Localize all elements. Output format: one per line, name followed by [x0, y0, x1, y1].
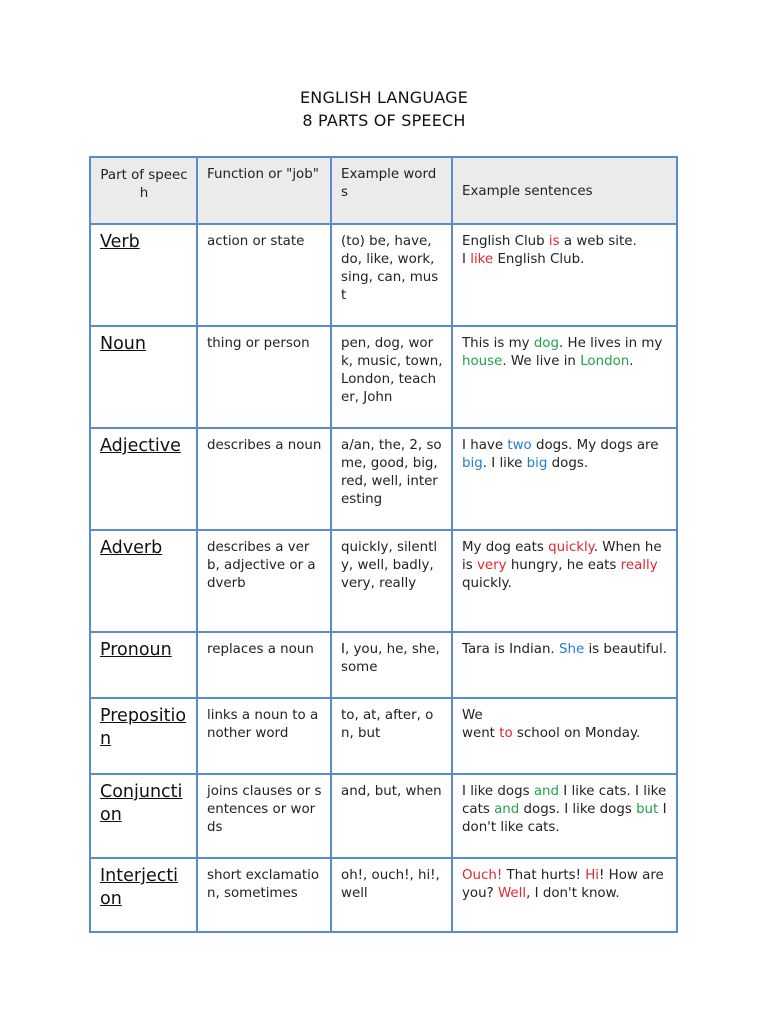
table-row [90, 774, 677, 858]
sentence-text: dogs. My dogs are [531, 438, 659, 453]
sentence-text: I like dogs [462, 784, 534, 799]
function-cell: action or state [197, 224, 331, 326]
table-row [90, 326, 677, 428]
highlighted-word: London [580, 354, 630, 369]
highlighted-word: is [548, 234, 560, 249]
table-row [90, 858, 677, 932]
part-of-speech-name: Verb [90, 224, 197, 326]
sentence-text: went [462, 726, 500, 741]
sentence-text: dogs. I like dogs [519, 802, 637, 817]
example-words-cell: to, at, after, on, but [331, 698, 452, 774]
function-cell: short exclamation, sometimes [197, 858, 331, 932]
sentence-text: hungry, he eats [506, 558, 621, 573]
sentence-text: . When he is [462, 540, 662, 573]
highlighted-word: quickly [548, 540, 594, 555]
table-row [90, 530, 677, 632]
sentence-text: I have [462, 438, 508, 453]
part-of-speech-name: Interjection [90, 858, 197, 932]
sentence-text: . I like [482, 456, 527, 471]
example-words-cell: a/an, the, 2, some, good, big, red, well, interesting [331, 428, 452, 530]
document-title-line-2: 8 PARTS OF SPEECH [302, 111, 466, 130]
header-row [90, 157, 677, 224]
example-sentence-cell [452, 530, 677, 632]
sentence-text: quickly. [462, 576, 512, 591]
highlighted-word: She [558, 642, 585, 657]
table-row [90, 428, 677, 530]
part-of-speech-name: Adverb [90, 530, 197, 632]
sentence-text: school on Monday. [512, 726, 641, 741]
function-cell: replaces a noun [197, 632, 331, 698]
highlighted-word: Well [497, 886, 527, 901]
sentence-text: English Club [462, 234, 549, 249]
sentence-text: dogs. [547, 456, 589, 471]
highlighted-word: really [620, 558, 658, 573]
highlighted-word: house [462, 354, 503, 369]
part-of-speech-name: Pronoun [90, 632, 197, 698]
highlighted-word: like [470, 252, 494, 267]
header-function: Function or "job" [197, 157, 331, 224]
function-cell: joins clauses or sentences or words [197, 774, 331, 858]
sentence-text: That hurts! [502, 868, 586, 883]
header-example-sentences: Example sentences [452, 157, 677, 224]
highlighted-word: and [494, 802, 520, 817]
sentence-text: I like cats. I like cats [462, 784, 667, 817]
example-words-cell: oh!, ouch!, hi!, well [331, 858, 452, 932]
sentence-text: I [462, 252, 471, 267]
example-sentence-cell [452, 774, 677, 858]
part-of-speech-name: Adjective [90, 428, 197, 530]
highlighted-word: very [476, 558, 507, 573]
sentence-text: , I don't know. [526, 886, 620, 901]
function-cell: describes a verb, adjective or adverb [197, 530, 331, 632]
function-cell: links a noun to another word [197, 698, 331, 774]
example-sentence-cell [452, 858, 677, 932]
example-words-cell: quickly, silently, well, badly, very, really [331, 530, 452, 632]
highlighted-word: dog [533, 336, 560, 351]
highlighted-word: two [507, 438, 532, 453]
example-sentence-cell [452, 698, 677, 774]
sentence-text: ! How are you? [462, 868, 664, 901]
parts-of-speech-table [89, 156, 678, 933]
example-words-cell: pen, dog, work, music, town, London, teacher, John [331, 326, 452, 428]
document-title-line-1: ENGLISH LANGUAGE [299, 88, 469, 107]
header-example-words: Example words [331, 157, 452, 224]
sentence-text: a web site. [559, 234, 637, 249]
part-of-speech-name: Conjunction [90, 774, 197, 858]
example-sentence-cell [452, 428, 677, 530]
highlighted-word: big [462, 456, 483, 471]
sentence-text: Tara is Indian. [462, 642, 559, 657]
sentence-text: . We live in [502, 354, 581, 369]
table-row [90, 698, 677, 774]
function-cell: describes a noun [197, 428, 331, 530]
highlighted-word: and [533, 784, 560, 799]
table-row [90, 224, 677, 326]
table-row [90, 632, 677, 698]
highlighted-word: Ouch! [462, 868, 503, 883]
sentence-text: We [462, 708, 483, 723]
highlighted-word: Hi [585, 868, 600, 883]
function-cell: thing or person [197, 326, 331, 428]
example-words-cell: I, you, he, she, some [331, 632, 452, 698]
header-part-of-speech: Part of speech [90, 157, 197, 224]
part-of-speech-name: Noun [90, 326, 197, 428]
example-sentence-cell [452, 224, 677, 326]
part-of-speech-name: Preposition [90, 698, 197, 774]
sentence-text: is beautiful. [584, 642, 667, 657]
highlighted-word: but [636, 802, 659, 817]
example-words-cell: (to) be, have, do, like, work, sing, can, must [331, 224, 452, 326]
sentence-text: I don't like cats. [462, 802, 667, 835]
sentence-text: This is my [462, 336, 534, 351]
example-sentence-cell [452, 326, 677, 428]
sentence-text: English Club. [493, 252, 585, 267]
sentence-text: . [629, 354, 634, 369]
highlighted-word: big [526, 456, 548, 471]
example-words-cell: and, but, when [331, 774, 452, 858]
sentence-text: . He lives in my [559, 336, 663, 351]
example-sentence-cell [452, 632, 677, 698]
sentence-text: My dog eats [462, 540, 549, 555]
highlighted-word: to [499, 726, 513, 741]
